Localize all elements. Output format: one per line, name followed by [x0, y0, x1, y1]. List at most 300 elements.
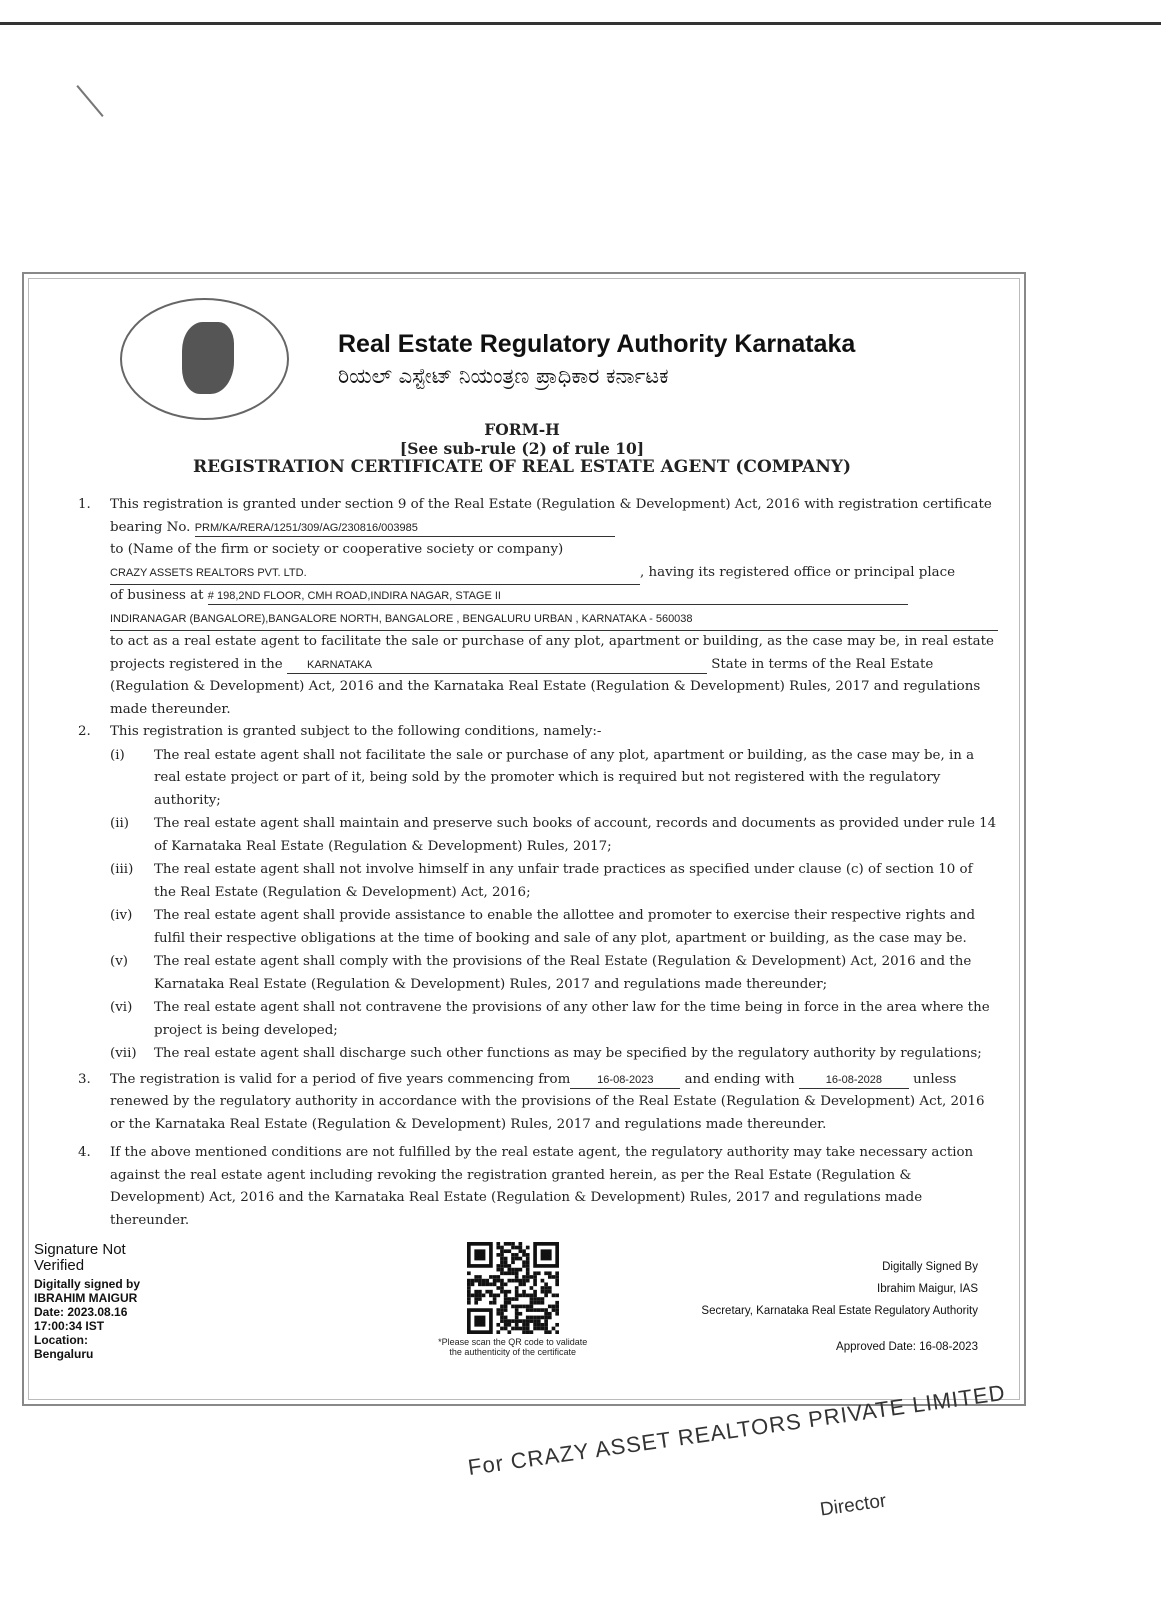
qr-module — [478, 1290, 482, 1294]
qr-module — [533, 1319, 537, 1323]
qr-module — [544, 1319, 548, 1323]
condition-text: The real estate agent shall not facilitate the sale or purchase of any plot, apartment or building, as the case may be, in a real estate project or part of it, being sold by the promoter which is required but not registered with the regulatory authority; — [154, 747, 975, 808]
qr-module — [529, 1294, 533, 1298]
qr-module — [489, 1290, 493, 1294]
clause-text: having its registered office or principal place — [648, 564, 956, 580]
qr-module — [526, 1308, 530, 1312]
qr-module — [504, 1294, 508, 1298]
condition-number: (iii) — [110, 862, 134, 877]
qr-module — [500, 1308, 504, 1312]
qr-module — [522, 1282, 526, 1286]
clause-number: 1. — [78, 497, 91, 512]
qr-module — [507, 1264, 511, 1268]
qr-module — [544, 1282, 548, 1286]
qr-module — [515, 1297, 519, 1301]
qr-module — [555, 1294, 559, 1298]
qr-module — [555, 1271, 559, 1275]
signature-location: Bengaluru — [34, 1347, 94, 1361]
qr-module — [518, 1246, 522, 1250]
form-subrule: [See sub-rule (2) of rule 10] — [399, 439, 645, 458]
authority-title-kannada: ರಿಯಲ್ ಎಸ್ಟೇಟ್ ನಿಯಂತ್ರಣ ಪ್ರಾಧಿಕಾರ ಕರ್ನಾಟಕ — [338, 364, 669, 388]
qr-module — [518, 1268, 522, 1272]
qr-module — [533, 1282, 537, 1286]
clause-number: 2. — [78, 724, 91, 739]
valid-until-date: 16-08-2028 — [799, 1072, 909, 1089]
qr-module — [518, 1319, 522, 1323]
condition-text: The real estate agent shall provide assistance to enable the allottee and promoter to exercise their respective rights and fulfil their respective obligations at the time of booking and sale of any plot, apartment or building, as the case may be. — [154, 908, 976, 946]
qr-module — [533, 1271, 537, 1275]
qr-module — [511, 1253, 515, 1257]
qr-module — [529, 1308, 533, 1312]
qr-module — [496, 1242, 500, 1246]
qr-module — [515, 1271, 519, 1275]
qr-module — [529, 1316, 533, 1320]
qr-module — [544, 1316, 548, 1320]
qr-module — [529, 1319, 533, 1323]
qr-module — [496, 1330, 500, 1334]
qr-module — [518, 1279, 522, 1283]
qr-module — [500, 1319, 504, 1323]
condition-number: (ii) — [110, 816, 130, 831]
qr-module — [515, 1257, 519, 1261]
qr-module — [467, 1271, 471, 1275]
signature-status: Signature Not Verified — [34, 1241, 126, 1274]
qr-module — [507, 1242, 511, 1246]
qr-module — [526, 1279, 530, 1283]
qr-module — [467, 1279, 471, 1283]
qr-module — [522, 1253, 526, 1257]
qr-module — [467, 1290, 471, 1294]
qr-module — [540, 1323, 544, 1327]
qr-module — [551, 1275, 555, 1279]
qr-module — [555, 1279, 559, 1283]
qr-module — [515, 1286, 519, 1290]
qr-module — [544, 1330, 548, 1334]
qr-module — [492, 1297, 496, 1301]
valid-from-date: 16-08-2023 — [570, 1072, 680, 1089]
approved-date: Approved Date: 16-08-2023 — [836, 1341, 978, 1353]
company-stamp: For CRAZY ASSET REALTORS PRIVATE LIMITED — [466, 1379, 1008, 1481]
qr-module — [533, 1294, 537, 1298]
qr-module — [522, 1290, 526, 1294]
qr-module — [496, 1246, 500, 1250]
qr-module — [533, 1275, 537, 1279]
qr-module — [522, 1330, 526, 1334]
qr-module — [507, 1319, 511, 1323]
qr-module — [540, 1316, 544, 1320]
clause-2 — [78, 721, 998, 1066]
qr-module — [500, 1249, 504, 1253]
clause-number: 4. — [78, 1145, 91, 1160]
qr-module — [529, 1301, 533, 1305]
condition-item — [110, 951, 998, 996]
clause-text: If the above mentioned conditions are not fulfilled by the real estate agent, the regulatory authority may take necessary action against the real estate agent including revoking the registration granted herein, as per the Real Estate (Regulation & Development) Act, 2016 and the Karnataka Real Estate (Regulation & Development) Rules, 2017 and regulations made thereunder. — [110, 1145, 974, 1228]
qr-module — [555, 1308, 559, 1312]
qr-module — [481, 1279, 485, 1283]
qr-module — [500, 1286, 504, 1290]
qr-module — [496, 1286, 500, 1290]
qr-module — [511, 1305, 515, 1309]
qr-module — [544, 1286, 548, 1290]
qr-module — [511, 1327, 515, 1331]
qr-module — [533, 1301, 537, 1305]
qr-module — [533, 1297, 537, 1301]
qr-module — [504, 1305, 508, 1309]
clause-number: 3. — [78, 1071, 91, 1087]
qr-module — [492, 1282, 496, 1286]
qr-module — [474, 1279, 478, 1283]
qr-module — [526, 1294, 530, 1298]
qr-module — [485, 1279, 489, 1283]
form-heading — [22, 420, 1022, 477]
rera-karnataka-seal-logo — [120, 298, 289, 420]
qr-module — [533, 1290, 537, 1294]
qr-module — [474, 1290, 478, 1294]
certificate-body — [34, 494, 998, 1361]
qr-module — [537, 1308, 541, 1312]
qr-module — [515, 1327, 519, 1331]
qr-module — [544, 1294, 548, 1298]
qr-module — [522, 1319, 526, 1323]
qr-module — [526, 1268, 530, 1272]
qr-module — [522, 1264, 526, 1268]
qr-module — [518, 1282, 522, 1286]
qr-module — [551, 1308, 555, 1312]
qr-module — [555, 1282, 559, 1286]
condition-item — [110, 745, 998, 813]
qr-module — [515, 1246, 519, 1250]
qr-module — [515, 1294, 519, 1298]
qr-module — [489, 1282, 493, 1286]
qr-module — [478, 1294, 482, 1298]
clause-text: and ending with — [680, 1071, 799, 1087]
qr-module — [485, 1290, 489, 1294]
qr-module — [500, 1271, 504, 1275]
condition-item — [110, 905, 998, 950]
address-line-1: # 198,2ND FLOOR, CMH ROAD,INDIRA NAGAR, STAGE II — [208, 588, 908, 605]
authority-title: Real Estate Regulatory Authority Karnataka — [338, 330, 856, 358]
qr-module — [540, 1279, 544, 1283]
stamp-director: Director — [818, 1490, 888, 1521]
qr-module — [504, 1323, 508, 1327]
qr-module — [544, 1312, 548, 1316]
qr-module — [515, 1275, 519, 1279]
clause-text: to act as a real estate agent to facilitate the sale or purchase of any plot, apartment or building, as the case may be, in real estate projects registered in the — [110, 634, 994, 672]
qr-module — [548, 1316, 552, 1320]
qr-module — [537, 1319, 541, 1323]
qr-module — [504, 1308, 508, 1312]
condition-item — [110, 813, 998, 858]
qr-module — [492, 1279, 496, 1283]
qr-module — [555, 1330, 559, 1334]
condition-text: The real estate agent shall maintain and preserve such books of account, records and documents as provided under rule 14 of Karnataka Real Estate (Regulation & Development) Rules, 2017; — [154, 816, 997, 854]
qr-module — [515, 1319, 519, 1323]
qr-module — [511, 1271, 515, 1275]
qr-module — [533, 1308, 537, 1312]
qr-module — [500, 1279, 504, 1283]
digitally-signed-label: Digitally Signed By — [882, 1261, 978, 1273]
qr-module — [537, 1297, 541, 1301]
qr-note-line: *Please scan the QR code to validate — [438, 1337, 588, 1347]
verification-qr-code[interactable] — [467, 1242, 559, 1334]
qr-module — [515, 1290, 519, 1294]
clause-text: to (Name of the firm or society or cooperative society or company) — [110, 542, 564, 557]
qr-module — [518, 1294, 522, 1298]
qr-module — [500, 1257, 504, 1261]
qr-module — [529, 1275, 533, 1279]
qr-module — [504, 1242, 508, 1246]
qr-module — [504, 1260, 508, 1264]
qr-module — [507, 1323, 511, 1327]
qr-module — [526, 1275, 530, 1279]
qr-module — [537, 1301, 541, 1305]
digital-signature-block — [34, 1242, 174, 1361]
qr-module — [474, 1294, 478, 1298]
qr-module — [522, 1327, 526, 1331]
qr-module — [492, 1275, 496, 1279]
qr-module — [526, 1246, 530, 1250]
qr-module — [518, 1312, 522, 1316]
qr-module — [555, 1312, 559, 1316]
qr-module — [500, 1253, 504, 1257]
qr-module — [544, 1271, 548, 1275]
qr-module — [504, 1249, 508, 1253]
qr-module — [496, 1312, 500, 1316]
qr-module — [500, 1264, 504, 1268]
qr-module — [555, 1275, 559, 1279]
qr-module — [500, 1312, 504, 1316]
signatory-name: Ibrahim Maigur, IAS — [877, 1283, 978, 1295]
qr-module — [526, 1253, 530, 1257]
form-name: FORM-H — [484, 420, 560, 439]
qr-module — [496, 1275, 500, 1279]
qr-module — [540, 1286, 544, 1290]
qr-module — [467, 1286, 471, 1290]
qr-module — [500, 1316, 504, 1320]
signer-name: IBRAHIM MAIGUR — [34, 1291, 138, 1305]
qr-module — [511, 1268, 515, 1272]
qr-note-line: the authenticity of the certificate — [449, 1347, 576, 1357]
qr-module — [504, 1319, 508, 1323]
qr-module — [500, 1290, 504, 1294]
qr-module — [507, 1290, 511, 1294]
qr-module — [511, 1279, 515, 1283]
qr-module — [492, 1301, 496, 1305]
qr-module — [522, 1294, 526, 1298]
qr-module — [515, 1312, 519, 1316]
qr-module — [551, 1305, 555, 1309]
state-name: KARNATAKA — [287, 657, 707, 674]
qr-module — [518, 1249, 522, 1253]
qr-module — [467, 1294, 471, 1298]
qr-block — [418, 1242, 608, 1357]
qr-module — [540, 1301, 544, 1305]
clause-1: 1. This registration is granted under section 9 of the Real Estate (Regulation & Development) Act, 2016 with registration certificate bearing No. PRM/KA/RERA/1251/309/AG/230816/003985 to (Name of the firm or society or cooperative society or company) CRAZY ASSETS REALTORS PVT. LTD. , having its registered office or principal place of business at # 198,2ND FLOOR, CMH ROAD,INDIRA NAGAR, STAGE II INDIRANAGAR (BANGALORE),BANGALORE NORTH, BANGALORE , BENGALURU URBAN , KARNATAKA - 560038 to act as a real estate agent to facilitate the sale or purchase of any plot, apartment or building, as the case may be, in real estate projects registered in the KARNATAKA State in terms of the Real Estate (Regulation & Development) Act, 2016 and the Karnataka Real Estate (Regulation & Development) Rules, 2017 and regulations made thereunder. — [78, 494, 998, 721]
condition-text: The real estate agent shall comply with the provisions of the Real Estate (Regulation & Development) Act, 2016 and the Karnataka Real Estate (Regulation & Development) Rules, 2017 and regulations made thereunder; — [154, 954, 972, 992]
qr-module — [474, 1297, 478, 1301]
qr-module — [529, 1286, 533, 1290]
qr-module — [548, 1286, 552, 1290]
signature-date: Date: 2023.08.16 — [34, 1305, 128, 1319]
qr-module — [526, 1327, 530, 1331]
qr-module — [537, 1316, 541, 1320]
qr-module — [522, 1249, 526, 1253]
qr-module — [526, 1260, 530, 1264]
qr-module — [533, 1279, 537, 1283]
condition-text: The real estate agent shall not contravene the provisions of any other law for the time being in force in the area where the project is being developed; — [154, 1000, 990, 1038]
qr-module — [548, 1330, 552, 1334]
qr-module — [511, 1246, 515, 1250]
qr-module — [470, 1279, 474, 1283]
qr-module — [515, 1308, 519, 1312]
qr-module — [504, 1316, 508, 1320]
qr-module — [470, 1294, 474, 1298]
qr-module — [511, 1242, 515, 1246]
qr-module — [500, 1260, 504, 1264]
qr-module — [478, 1275, 482, 1279]
qr-module — [533, 1323, 537, 1327]
qr-module — [496, 1264, 500, 1268]
qr-module — [544, 1308, 548, 1312]
qr-module — [548, 1271, 552, 1275]
qr-module — [533, 1316, 537, 1320]
qr-module — [526, 1323, 530, 1327]
qr-module — [515, 1268, 519, 1272]
qr-module — [515, 1279, 519, 1283]
qr-module — [496, 1253, 500, 1257]
clause-4 — [78, 1142, 998, 1232]
qr-module — [518, 1242, 522, 1246]
qr-module — [500, 1268, 504, 1272]
condition-number: (i) — [110, 747, 125, 763]
qr-module — [504, 1271, 508, 1275]
clause-text: This registration is granted subject to the following conditions, namely:- — [110, 724, 602, 739]
qr-module — [522, 1323, 526, 1327]
qr-module — [507, 1297, 511, 1301]
qr-module — [500, 1282, 504, 1286]
qr-module — [540, 1308, 544, 1312]
qr-module — [489, 1301, 493, 1305]
qr-module — [515, 1305, 519, 1309]
signature-line: Digitally signed by — [34, 1277, 141, 1291]
qr-module — [511, 1260, 515, 1264]
condition-item — [110, 859, 998, 904]
clause-text: State in terms of the Real Estate (Regulation & Development) Act, 2016 and the Karnataka Real Estate (Regulation & Development) Rules, 2017 and regulations made thereunder. — [110, 656, 981, 717]
qr-module — [507, 1279, 511, 1283]
qr-module — [526, 1264, 530, 1268]
condition-text: The real estate agent shall not involve himself in any unfair trade practices as specified under clause (c) of section 10 of the Real Estate (Regulation & Development) Act, 2016; — [154, 862, 973, 900]
authority-signature — [701, 1242, 978, 1358]
clause-text: unless renewed by the regulatory authority in accordance with the provisions of the Real Estate (Regulation & Development) Act, 2016 or the Karnataka Real Estate (Regulation & Development) Rules, 2017 and regulations made thereunder. — [110, 1071, 985, 1132]
qr-module — [518, 1305, 522, 1309]
clause-3 — [78, 1069, 998, 1137]
qr-module — [504, 1301, 508, 1305]
qr-module — [544, 1323, 548, 1327]
qr-module — [548, 1305, 552, 1309]
qr-module — [467, 1301, 471, 1305]
qr-module — [507, 1330, 511, 1334]
qr-module — [529, 1330, 533, 1334]
signature-row — [34, 1242, 998, 1361]
qr-module — [504, 1264, 508, 1268]
condition-text: The real estate agent shall discharge such other functions as may be specified by the regulatory authority by regulations; — [154, 1046, 982, 1061]
qr-module — [548, 1275, 552, 1279]
qr-module — [551, 1327, 555, 1331]
qr-module — [470, 1282, 474, 1286]
clause-text: This registration is granted under section 9 of the Real Estate (Regulation & Development) Act, 2016 with registration certificate bearing No. — [110, 497, 992, 535]
qr-module — [467, 1282, 471, 1286]
condition-number: (vii) — [110, 1046, 137, 1061]
scan-mark — [76, 85, 103, 117]
qr-module — [474, 1301, 478, 1305]
qr-module — [507, 1271, 511, 1275]
condition-number: (v) — [110, 954, 129, 969]
qr-module — [518, 1257, 522, 1261]
qr-module — [496, 1323, 500, 1327]
qr-module — [467, 1297, 471, 1301]
signature-location-label: Location: — [34, 1333, 88, 1347]
qr-module — [481, 1282, 485, 1286]
qr-module — [515, 1253, 519, 1257]
qr-module — [511, 1319, 515, 1323]
qr-module — [478, 1282, 482, 1286]
qr-module — [551, 1294, 555, 1298]
qr-module — [496, 1308, 500, 1312]
signature-time: 17:00:34 IST — [34, 1319, 105, 1333]
qr-module — [522, 1260, 526, 1264]
qr-module — [540, 1290, 544, 1294]
qr-module — [511, 1297, 515, 1301]
qr-module — [540, 1297, 544, 1301]
qr-module — [544, 1290, 548, 1294]
signatory-title: Secretary, Karnataka Real Estate Regulatory Authority — [701, 1305, 978, 1317]
qr-finder — [474, 1249, 485, 1260]
qr-module — [540, 1327, 544, 1331]
qr-module — [548, 1312, 552, 1316]
qr-module — [496, 1294, 500, 1298]
qr-module — [526, 1330, 530, 1334]
condition-number: (iv) — [110, 908, 133, 923]
qr-module — [511, 1257, 515, 1261]
qr-module — [478, 1297, 482, 1301]
qr-module — [492, 1294, 496, 1298]
qr-module — [522, 1305, 526, 1309]
qr-module — [548, 1290, 552, 1294]
qr-module — [496, 1279, 500, 1283]
qr-module — [500, 1305, 504, 1309]
qr-module — [500, 1327, 504, 1331]
qr-module — [526, 1319, 530, 1323]
qr-finder — [474, 1316, 485, 1327]
condition-item — [110, 1043, 998, 1066]
qr-module — [481, 1294, 485, 1298]
qr-module — [474, 1275, 478, 1279]
qr-module — [507, 1268, 511, 1272]
condition-item — [110, 997, 998, 1042]
scan-edge-line — [0, 22, 1161, 25]
qr-module — [522, 1275, 526, 1279]
qr-module — [555, 1323, 559, 1327]
registration-number: PRM/KA/RERA/1251/309/AG/230816/003985 — [195, 520, 615, 537]
qr-module — [526, 1316, 530, 1320]
address-line-2: INDIRANAGAR (BANGALORE),BANGALORE NORTH, BANGALORE , BENGALURU URBAN , KARNATAKA - 560038 — [110, 608, 998, 632]
qr-module — [529, 1297, 533, 1301]
qr-module — [489, 1294, 493, 1298]
qr-module — [529, 1305, 533, 1309]
qr-module — [489, 1275, 493, 1279]
qr-module — [504, 1257, 508, 1261]
qr-module — [504, 1297, 508, 1301]
